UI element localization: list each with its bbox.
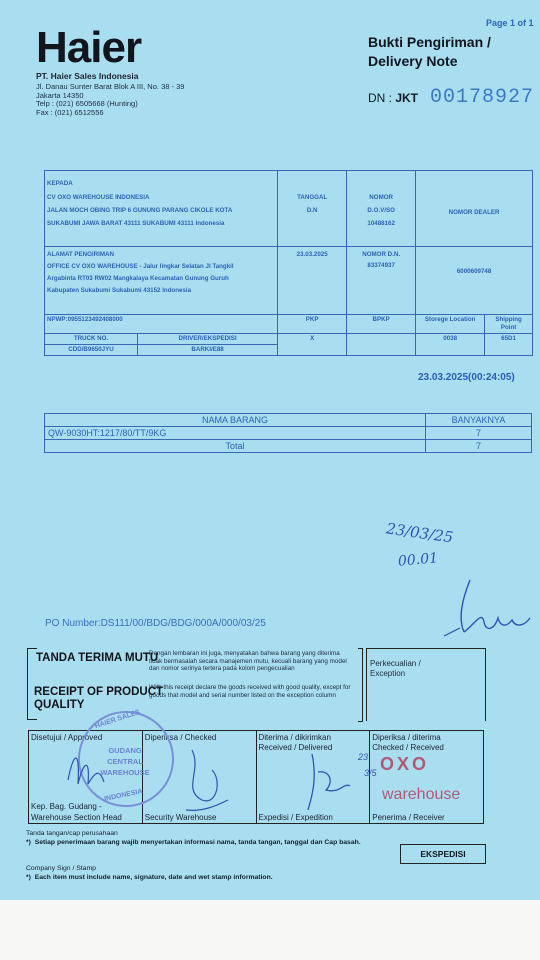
tanggal-label: TANGGAL (297, 194, 328, 201)
approved-header: Disetujui / Approved (31, 733, 103, 742)
recipient-address-2: SUKABUMI JAWA BARAT 43111 SUKABUMI 43111 Indonesia (47, 220, 225, 227)
col-nama-barang: NAMA BARANG (45, 414, 426, 427)
sign-label: Tanda tangan/cap perusahaan (26, 830, 118, 837)
document-title (368, 33, 491, 71)
storage-value: 0038 (416, 334, 485, 356)
approved-signature (60, 740, 170, 800)
delivery-address-cell (45, 247, 278, 315)
handwritten-date: 23/03/25 (385, 519, 455, 547)
note-indonesian: *) Setiap penerimaan barang wajib menyertakan informasi nama, tanda tangan, tanggal dan Cap basah. (26, 839, 361, 846)
nomor-sub: D.O.V/SO (367, 207, 395, 214)
fax-line: Fax : (021) 6512556 (36, 107, 104, 117)
gudang-stamp-line-2: CENTRAL (107, 757, 143, 766)
gudang-stamp-line-1: GUDANG (108, 746, 142, 755)
alamat-line-2: Argabinta RT03 RW02 Mangkalaya Kecamatan Gunung Guruh (47, 275, 229, 282)
receipt-text: With this receipt declare the goods received with good quality, except for goods that model and serial number listed on the exception column (149, 684, 351, 699)
item-qty: 7 (426, 427, 532, 440)
shipment-info-table (44, 170, 533, 356)
oxo-stamp: OXO (380, 754, 430, 774)
ekspedisi-box: EKSPEDISI (400, 844, 486, 864)
receipt-title-line-1: RECEIPT OF PRODUCT (34, 686, 164, 698)
note-id-text: Setiap penerimaan barang wajib menyertakan informasi nama, tanda tangan, tanggal dan Cap basah. (34, 839, 361, 846)
gudang-stamp-ring-bottom: INDONESIA (103, 788, 144, 803)
dealer-value: 6000609748 (456, 268, 492, 275)
kepada-label: KEPADA (47, 180, 73, 187)
received-footer: Penerima / Receiver (372, 812, 445, 822)
company-name: PT. Haier Sales Indonesia (36, 71, 139, 81)
address-line: Jakarta 14350 (36, 90, 84, 100)
bracket-top (27, 648, 37, 649)
exception-label (370, 659, 421, 678)
pkp-value: X (278, 334, 347, 356)
recipient-cell (45, 171, 278, 247)
truck-value: CDD/B9650JYU (45, 345, 138, 356)
title-line-1: Bukti Pengiriman / (368, 34, 491, 50)
company-sign-label: Company Sign / Stamp (26, 865, 96, 872)
company-sign-section (26, 864, 273, 882)
svg-text:3/5: 3/5 (364, 768, 377, 778)
bracket-bottom (27, 719, 37, 720)
item-name: QW-9030HT:1217/80/TT/9KG (45, 427, 426, 440)
gudang-stamp-line-3: WAREHOUSE (100, 768, 150, 777)
delivered-footer: Expedisi / Expedition (258, 812, 333, 822)
printed-datetime: 23.03.2025(00:24:05) (418, 372, 515, 383)
address-line: Jl. Danau Sunter Barat Blok A III, No. 38 - 39 (36, 82, 185, 91)
tanggal-value: 23.03.2025 (296, 251, 328, 258)
checked-header: Diperiksa / Checked (144, 733, 217, 742)
nomor-dn-cell (347, 247, 416, 315)
delivered-header-2: Received / Delivered (258, 742, 333, 752)
recipient-name: CV OXO WAREHOUSE INDONESIA (47, 194, 150, 201)
alamat-label: ALAMAT PENGIRIMAN (47, 251, 114, 258)
page-indicator: Page 1 of 1 (486, 18, 534, 28)
truck-label: TRUCK NO. (45, 334, 138, 345)
tanggal-value-cell (278, 247, 347, 315)
delivered-header-1: Diterima / dikirimkan (258, 733, 331, 742)
title-line-2: Delivery Note (368, 53, 458, 69)
tanda-terima-title: TANDA TERIMA MUTU (36, 652, 159, 664)
approved-footer-1: Kep. Bag. Gudang - (31, 801, 102, 811)
handwritten-time: 00.01 (397, 550, 439, 570)
handwritten-signature (440, 570, 535, 640)
svg-text:23: 23 (358, 752, 369, 762)
table-row (45, 427, 532, 440)
note-english: *) Each item must include name, signature, date and wet stamp information. (26, 874, 273, 881)
nomor-value: 10488162 (367, 220, 395, 227)
nomor-label: NOMOR (369, 194, 394, 201)
po-number: PO Number:DS111/00/BDG/BDG/000A/000/03/25 (45, 618, 266, 629)
bpkp-label: BPKP (347, 315, 416, 334)
tanggal-sub: D.N (306, 207, 318, 214)
bracket-right (358, 648, 363, 722)
dn-number: 00178927 (430, 86, 535, 109)
dealer-label: NOMOR DEALER (448, 209, 500, 216)
storage-label: Storege Location (416, 315, 485, 334)
alamat-line-3: Kabupaten Sukabumi Sukabumi 43152 Indonesia (47, 287, 192, 294)
haier-logo: Haier (36, 23, 142, 72)
receipt-title (34, 686, 163, 712)
nomor-dn-value: 83374937 (367, 262, 395, 269)
delivered-signature (300, 742, 390, 822)
received-header-2: Checked / Received (372, 742, 444, 752)
dealer-value-cell (416, 247, 533, 315)
tanda-terima-text: Dengan lembaran ini juga, menyatakan bahwa barang yang diterima tidak bermasalah secara manajemen mutu, kecuali barang yang model dan nomor serinya tertera pada kolom pengecualian (149, 650, 347, 673)
driver-value: BARKI/E88 (138, 345, 278, 356)
dn-label (368, 91, 418, 105)
nomor-header-cell (347, 171, 416, 247)
pkp-label: PKP (278, 315, 347, 334)
items-table (44, 413, 532, 453)
dn-city: JKT (395, 91, 419, 105)
tanggal-header-cell (278, 171, 347, 247)
received-header-1: Diperiksa / diterima (372, 733, 441, 742)
approved-footer-2: Warehouse Section Head (31, 812, 122, 822)
total-label: Total (45, 440, 426, 453)
recipient-address-1: JALAN MOCH OBING TRIP 6 GUNUNG PARANG CIKOLE KOTA (47, 207, 233, 214)
checked-footer: Security Warehouse (144, 812, 217, 822)
nomor-dn-label: NOMOR D.N. (362, 251, 401, 258)
driver-label: DRIVER/EKSPEDISI (138, 334, 278, 345)
note-en-text: Each item must include name, signature, date and wet stamp information. (34, 874, 273, 881)
alamat-line-1: OFFICE CV OXO WAREHOUSE - Jalur lingkar Selatan Jl Tangkil (47, 263, 234, 270)
total-qty: 7 (426, 440, 532, 453)
npwp-cell: NPWP:0955123492408000 (45, 315, 278, 334)
bpkp-value (347, 334, 416, 356)
shipping-value: 65D1 (485, 334, 533, 356)
exception-label-1: Perkecualian / (370, 659, 421, 668)
notes-section (26, 829, 361, 847)
exception-label-2: Exception (370, 668, 406, 678)
dealer-header-cell (416, 171, 533, 247)
oxo-stamp-sub: warehouse (382, 786, 461, 803)
receipt-title-line-2: QUALITY (34, 699, 85, 711)
phone-line: Telp : (021) 6505668 (Hunting) (36, 99, 138, 108)
gudang-stamp-ring-top: HAIER SALES (94, 708, 141, 731)
col-banyaknya: BANYAKNYA (426, 414, 532, 427)
checked-signature (172, 740, 242, 820)
company-address (36, 83, 184, 117)
shipping-label: Shipping Point (485, 315, 533, 334)
dn-prefix: DN : (368, 91, 396, 105)
